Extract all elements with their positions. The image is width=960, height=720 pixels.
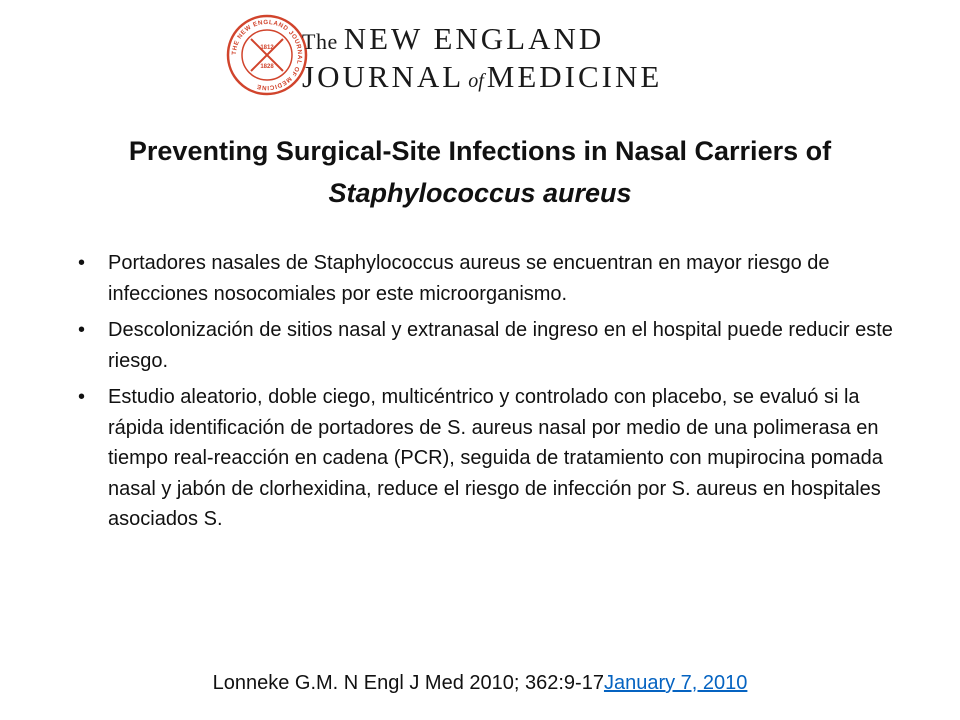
wordmark-of: of bbox=[468, 70, 484, 92]
seal-ring-text: THE NEW ENGLAND JOURNAL OF MEDICINE bbox=[230, 18, 304, 92]
nejm-seal-logo bbox=[226, 14, 308, 96]
bullet-item bbox=[78, 248, 898, 309]
wordmark-medicine: MEDICINE bbox=[486, 59, 663, 94]
bullet-marker: • bbox=[78, 386, 86, 408]
slide-title-organism: Staphylococcus aureus bbox=[328, 178, 632, 208]
citation-date-link[interactable]: January 7, 2010 bbox=[603, 672, 748, 694]
seal-year-bottom: 1828 bbox=[260, 64, 274, 70]
citation-text: Lonneke G.M. N Engl J Med 2010; 362:9-17 bbox=[212, 672, 604, 694]
seal-year-top: 1812 bbox=[260, 45, 274, 51]
bullet-marker: • bbox=[78, 252, 86, 274]
slide-title-line1: Preventing Surgical-Site Infections in Nasal Carriers of bbox=[128, 136, 832, 166]
bullet-text: Portadores nasales de Staphylococcus aureus se encuentran en mayor riesgo de infecciones nosocomiales por este microorganismo. bbox=[108, 252, 830, 305]
bullet-text: Estudio aleatorio, doble ciego, multicéntrico y controlado con placebo, se evaluó si la rápida identificación de portadores de S. aureus nasal por medio de una polimerasa en tiempo real-reacción en cadena (PCR), seguida de tratamiento con mupirocina pomada nasal y jabón de clorhexidina, reduce el riesgo de infección por S. aureus en hospitales asociados S. bbox=[108, 386, 883, 530]
wordmark-journal: JOURNAL bbox=[302, 59, 465, 94]
wordmark-new-england: NEW ENGLAND bbox=[343, 21, 605, 56]
bullet-text: Descolonización de sitios nasal y extranasal de ingreso en el hospital puede reducir este riesgo. bbox=[108, 319, 893, 372]
citation bbox=[0, 668, 960, 698]
bullet-list bbox=[78, 248, 898, 541]
journal-masthead bbox=[226, 14, 706, 96]
bullet-item bbox=[78, 382, 898, 535]
wordmark-the: The bbox=[302, 29, 338, 54]
journal-wordmark bbox=[302, 20, 662, 96]
bullet-marker: • bbox=[78, 319, 86, 341]
slide-title bbox=[40, 130, 920, 214]
bullet-item bbox=[78, 315, 898, 376]
